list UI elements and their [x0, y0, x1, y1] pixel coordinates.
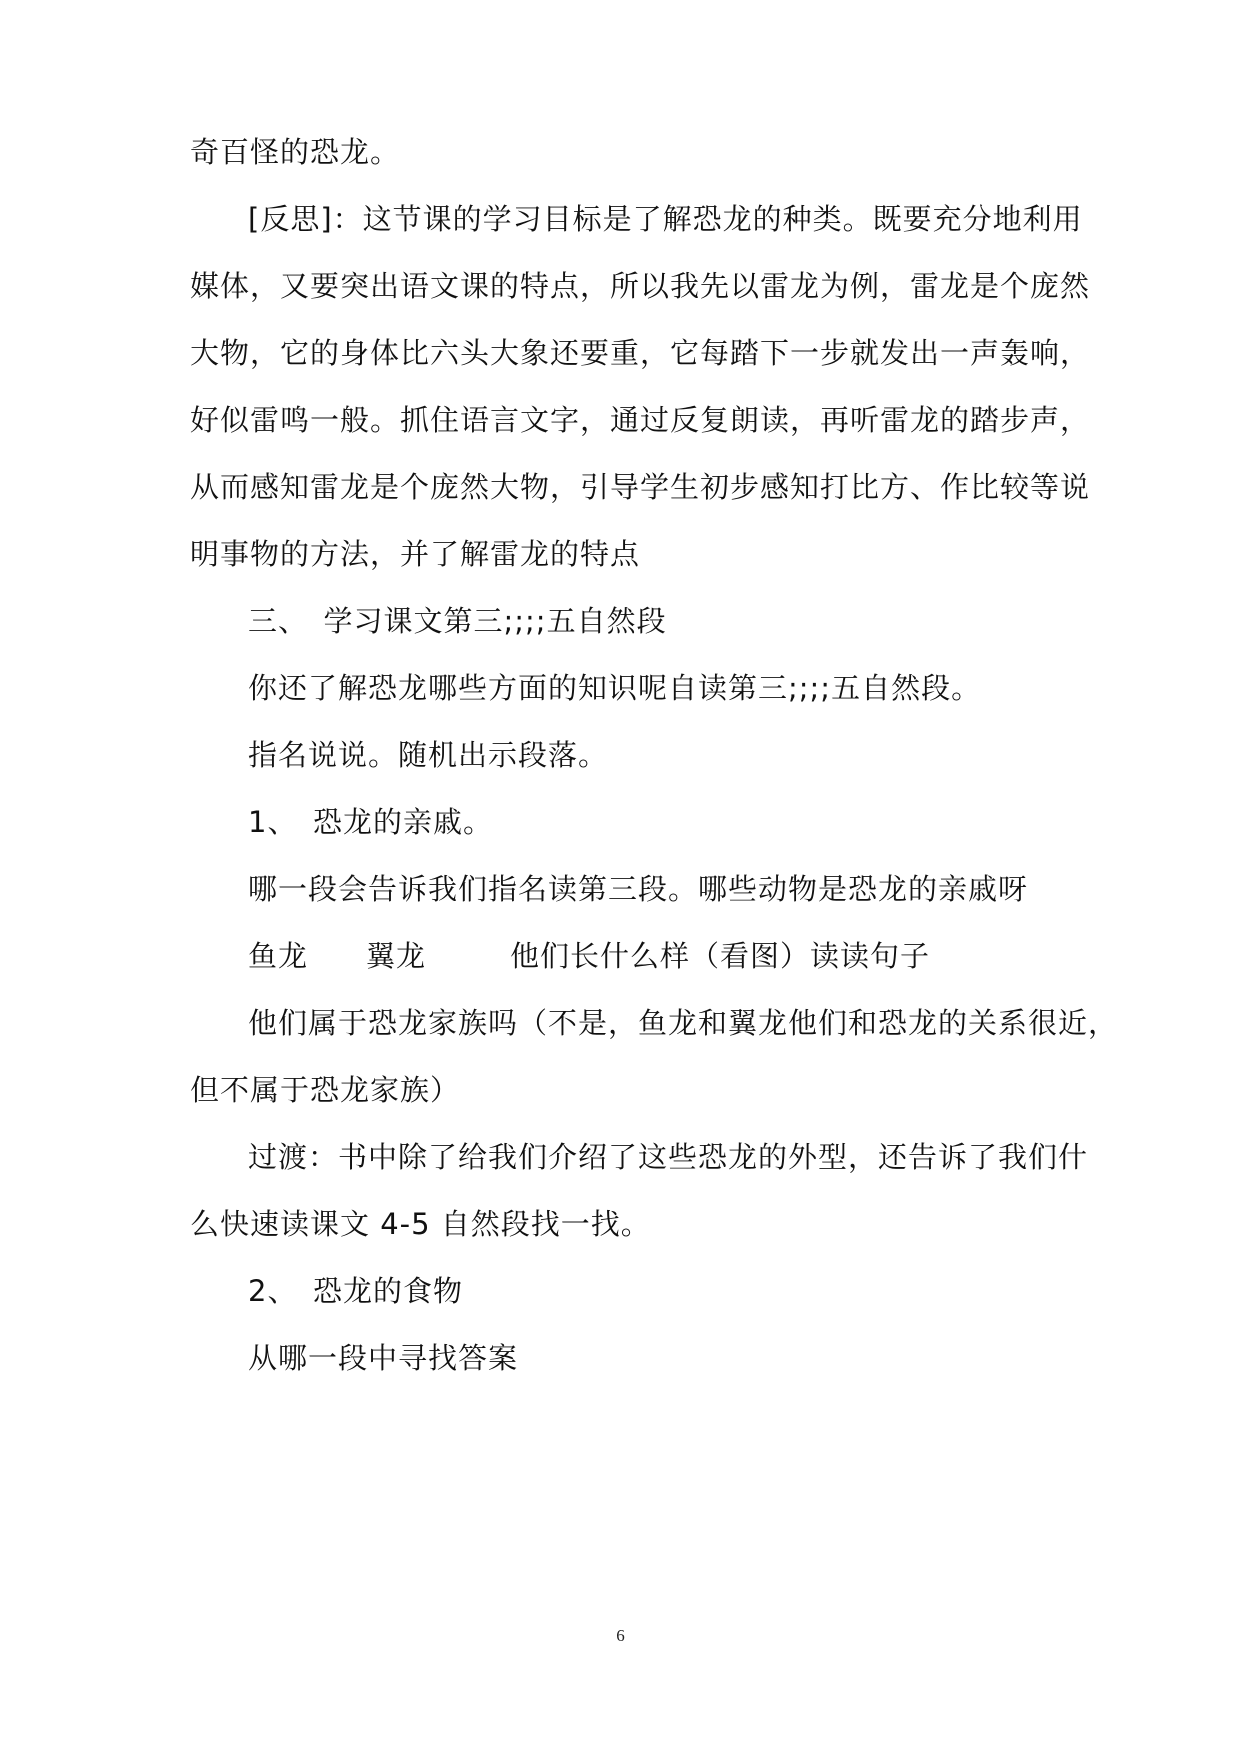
term-yilong: 翼龙: [366, 939, 427, 973]
text-line-15: 但不属于恐龙家族）: [190, 1073, 461, 1107]
text-line-6: 从而感知雷龙是个庞然大物，引导学生初步感知打比方、作比较等说: [190, 470, 1091, 504]
section-heading-3: 三、 学习课文第三;;;;五自然段: [248, 604, 667, 638]
text-line-14: 他们属于恐龙家族吗（不是，鱼龙和翼龙他们和恐龙的关系很近，: [248, 1006, 1119, 1040]
page-number: 6: [616, 1626, 625, 1645]
text-line-9: 你还了解恐龙哪些方面的知识呢自读第三;;;;五自然段。: [248, 671, 982, 705]
text-line-13: [248, 936, 1128, 976]
text-line-10: 指名说说。随机出示段落。: [248, 738, 609, 772]
term-yulong: 鱼龙: [248, 939, 309, 973]
text-line-2: [反思]：这节课的学习目标是了解恐龙的种类。既要充分地利用: [248, 202, 1083, 236]
text-line-7: 明事物的方法，并了解雷龙的特点: [190, 537, 641, 571]
text-line-17: 么快速读课文 4-5 自然段找一找。: [190, 1207, 651, 1241]
subheading-2: 2、 恐龙的食物: [248, 1274, 463, 1308]
text-line-12: 哪一段会告诉我们指名读第三段。哪些动物是恐龙的亲戚呀: [248, 872, 1029, 906]
text-line-5: 好似雷鸣一般。抓住语言文字，通过反复朗读，再听雷龙的踏步声，: [190, 403, 1091, 437]
text-line-16: 过渡：书中除了给我们介绍了这些恐龙的外型，还告诉了我们什: [248, 1140, 1089, 1174]
text-line-19: 从哪一段中寻找答案: [248, 1341, 519, 1375]
subheading-1: 1、 恐龙的亲戚。: [248, 805, 493, 839]
text-line-1: 奇百怪的恐龙。: [190, 135, 401, 169]
term-question: 他们长什么样（看图）读读句子: [510, 939, 931, 973]
text-line-3: 媒体，又要突出语文课的特点，所以我先以雷龙为例，雷龙是个庞然: [190, 269, 1091, 303]
text-line-4: 大物，它的身体比六头大象还要重，它每踏下一步就发出一声轰响，: [190, 336, 1091, 370]
